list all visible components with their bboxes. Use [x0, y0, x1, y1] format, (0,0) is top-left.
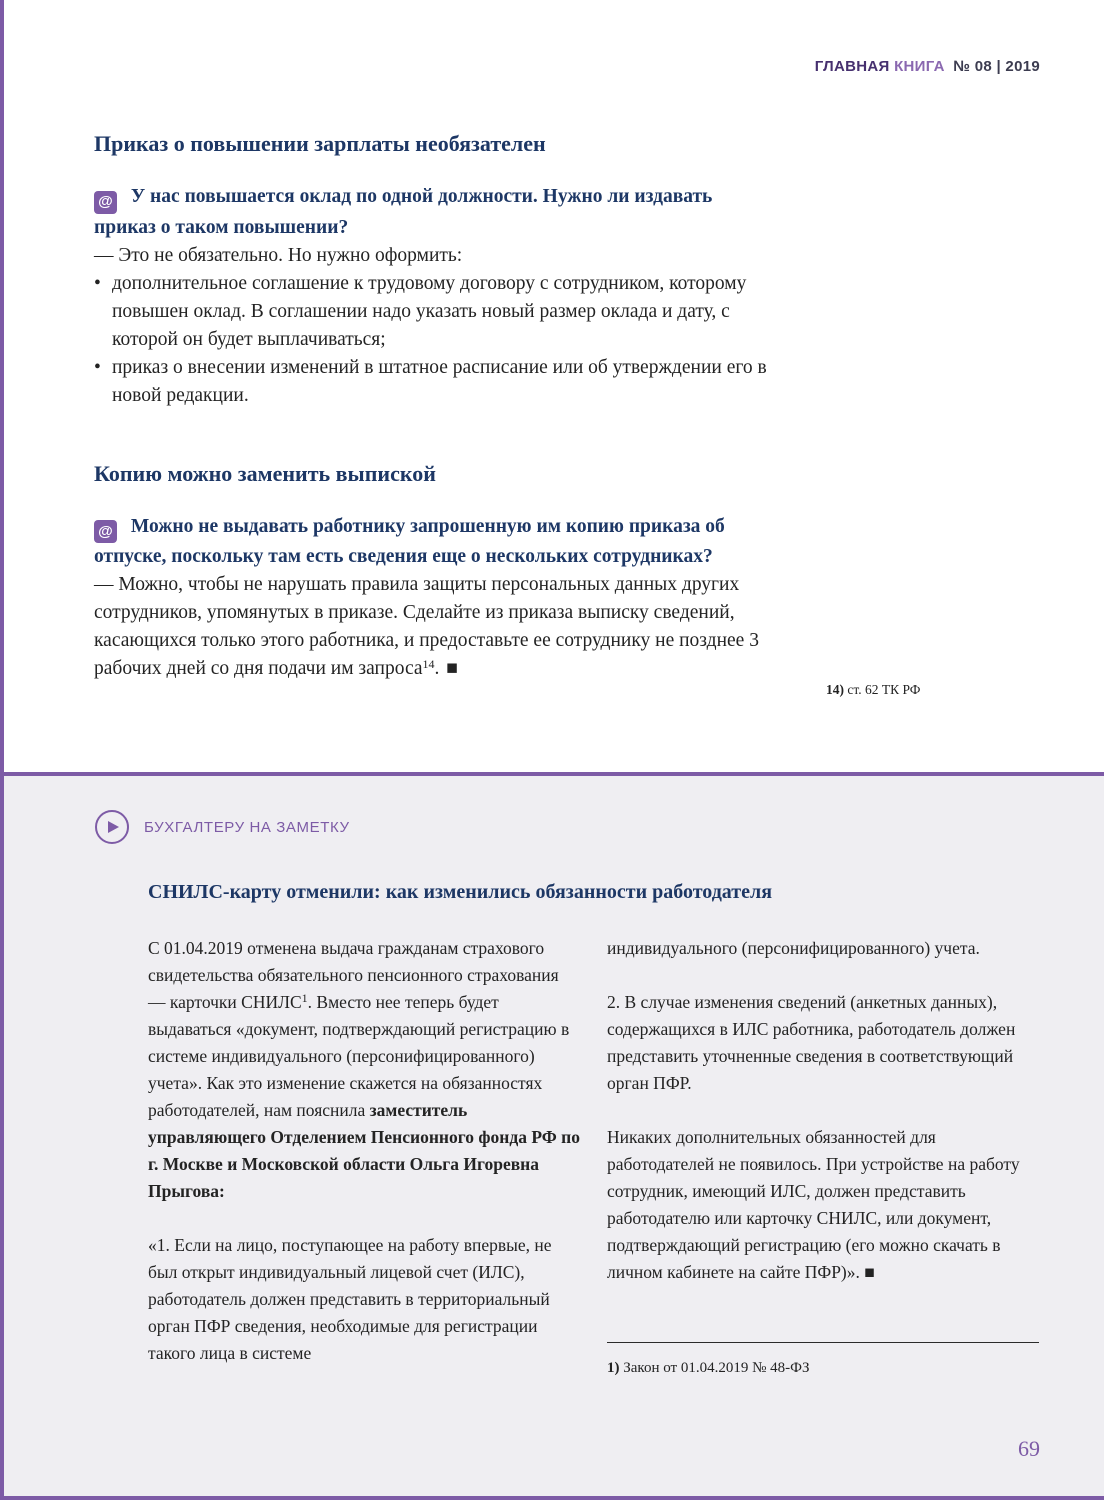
at-icon: @ — [94, 520, 117, 543]
note-left-p1-text: С 01.04.2019 отменена выдача гражданам страхового свидетельства обязательного пенсионного страхования — карточки СНИЛС — [148, 938, 559, 1012]
note-column-left — [148, 935, 580, 1382]
note-right-paragraph-3: Никаких дополнительных обязанностей для работодателей не появилось. При устройстве на работу сотрудник, имеющий ИЛС, должен представить работодателю или карточку СНИЛС, или документ, подтверждающий регистрацию (его можно скачать в личном кабинете на сайте ПФР)». ■ — [607, 1127, 1020, 1282]
footnote-reference-1: 1 — [301, 991, 308, 1005]
note-footnote-text: Закон от 01.04.2019 № 48-ФЗ — [623, 1360, 810, 1376]
note-footnote-ref: 1) — [607, 1360, 620, 1376]
margin-footnote-14 — [826, 682, 920, 698]
play-icon — [95, 810, 129, 844]
page-number: 69 — [1018, 1436, 1040, 1461]
note-right-paragraph-1: индивидуального (персонифицированного) учета. — [607, 938, 980, 958]
note-column-right — [607, 935, 1039, 1382]
article-title-1: Приказ о повышении зарплаты необязателен — [94, 131, 546, 156]
answer-intro-1: — Это не обязательно. Но нужно оформить: — [94, 244, 463, 266]
answer-text-2: — Можно, чтобы не нарушать правила защиты персональных данных других сотрудников, упомянутых в приказе. Сделайте из приказа выписку сведений, касающихся только этого работника, и предоставьте ее сотруднику не позднее 3 рабочих дней со дня подачи им запроса — [94, 574, 759, 679]
note-left-p1-bold-name: заместитель управляющего Отделением Пенсионного фонда РФ по г. Москве и Московской области Ольга Игоревна Прыгова: — [148, 1100, 580, 1201]
note-left-paragraph-1 — [148, 935, 580, 1205]
note-title: СНИЛС-карту отменили: как изменились обязанности работодателя — [148, 881, 773, 903]
issue-number: № 08 | 2019 — [953, 58, 1040, 75]
note-left-p1-continued: . Вместо нее теперь будет выдаваться «документ, подтверждающий регистрацию в системе индивидуального (персонифицированного) учета». Как это изменение скажется на обязанностях работодателей, нам пояснила — [148, 992, 570, 1120]
page-left-border — [0, 0, 4, 1500]
question-text-1: У нас повышается оклад по одной должности. Нужно ли издавать приказ о таком повышении? — [94, 186, 713, 238]
article-area — [94, 130, 778, 683]
at-icon: @ — [94, 191, 117, 214]
bullet-text-1: дополнительное соглашение к трудовому договору с сотрудником, которому повышен оклад. В соглашении надо указать новый размер оклада и дату, с которой он будет выплачиваться; — [112, 272, 747, 350]
question-paragraph-1 — [94, 183, 778, 242]
bullet-item — [94, 270, 778, 354]
note-inner — [0, 776, 1104, 1382]
brand-secondary: КНИГА — [894, 58, 945, 75]
note-columns — [148, 935, 1040, 1382]
margin-footnote-text: ст. 62 ТК РФ — [847, 682, 921, 697]
page-header — [815, 58, 1040, 75]
footnote-reference-14: 14 — [422, 657, 435, 671]
note-right-paragraph-2: 2. В случае изменения сведений (анкетных данных), содержащихся в ИЛС работника, работодатель должен представить уточненные сведения в соответствующий орган ПФР. — [607, 992, 1016, 1093]
answer-paragraph-2 — [94, 571, 778, 683]
question-text-2: Можно не выдавать работнику запрошенную им копию приказа об отпуске, поскольку там есть сведения еще о нескольких сотрудниках? — [94, 515, 725, 567]
answer-bullet-list — [94, 270, 778, 410]
bullet-item — [94, 354, 778, 410]
note-kicker-row — [95, 810, 1040, 844]
accountant-note-section — [0, 772, 1104, 1500]
question-paragraph-2 — [94, 513, 778, 572]
answer-end-mark: . ■ — [434, 658, 460, 679]
note-kicker-label: БУХГАЛТЕРУ НА ЗАМЕТКУ — [144, 818, 350, 836]
bullet-text-2: приказ о внесении изменений в штатное расписание или об утверждении его в новой редакции. — [112, 356, 767, 406]
brand-primary: ГЛАВНАЯ — [814, 58, 890, 75]
article-title-2: Копию можно заменить выпиской — [94, 460, 436, 486]
note-footnote-1 — [607, 1342, 1039, 1382]
margin-footnote-ref: 14) — [826, 682, 844, 697]
note-left-paragraph-2: «1. Если на лицо, поступающее на работу впервые, не был открыт индивидуальный лицевой счет (ИЛС), работодатель должен представить в территориальный орган ПФР сведения, необходимые для регистрации такого лица в системе — [148, 1235, 552, 1363]
